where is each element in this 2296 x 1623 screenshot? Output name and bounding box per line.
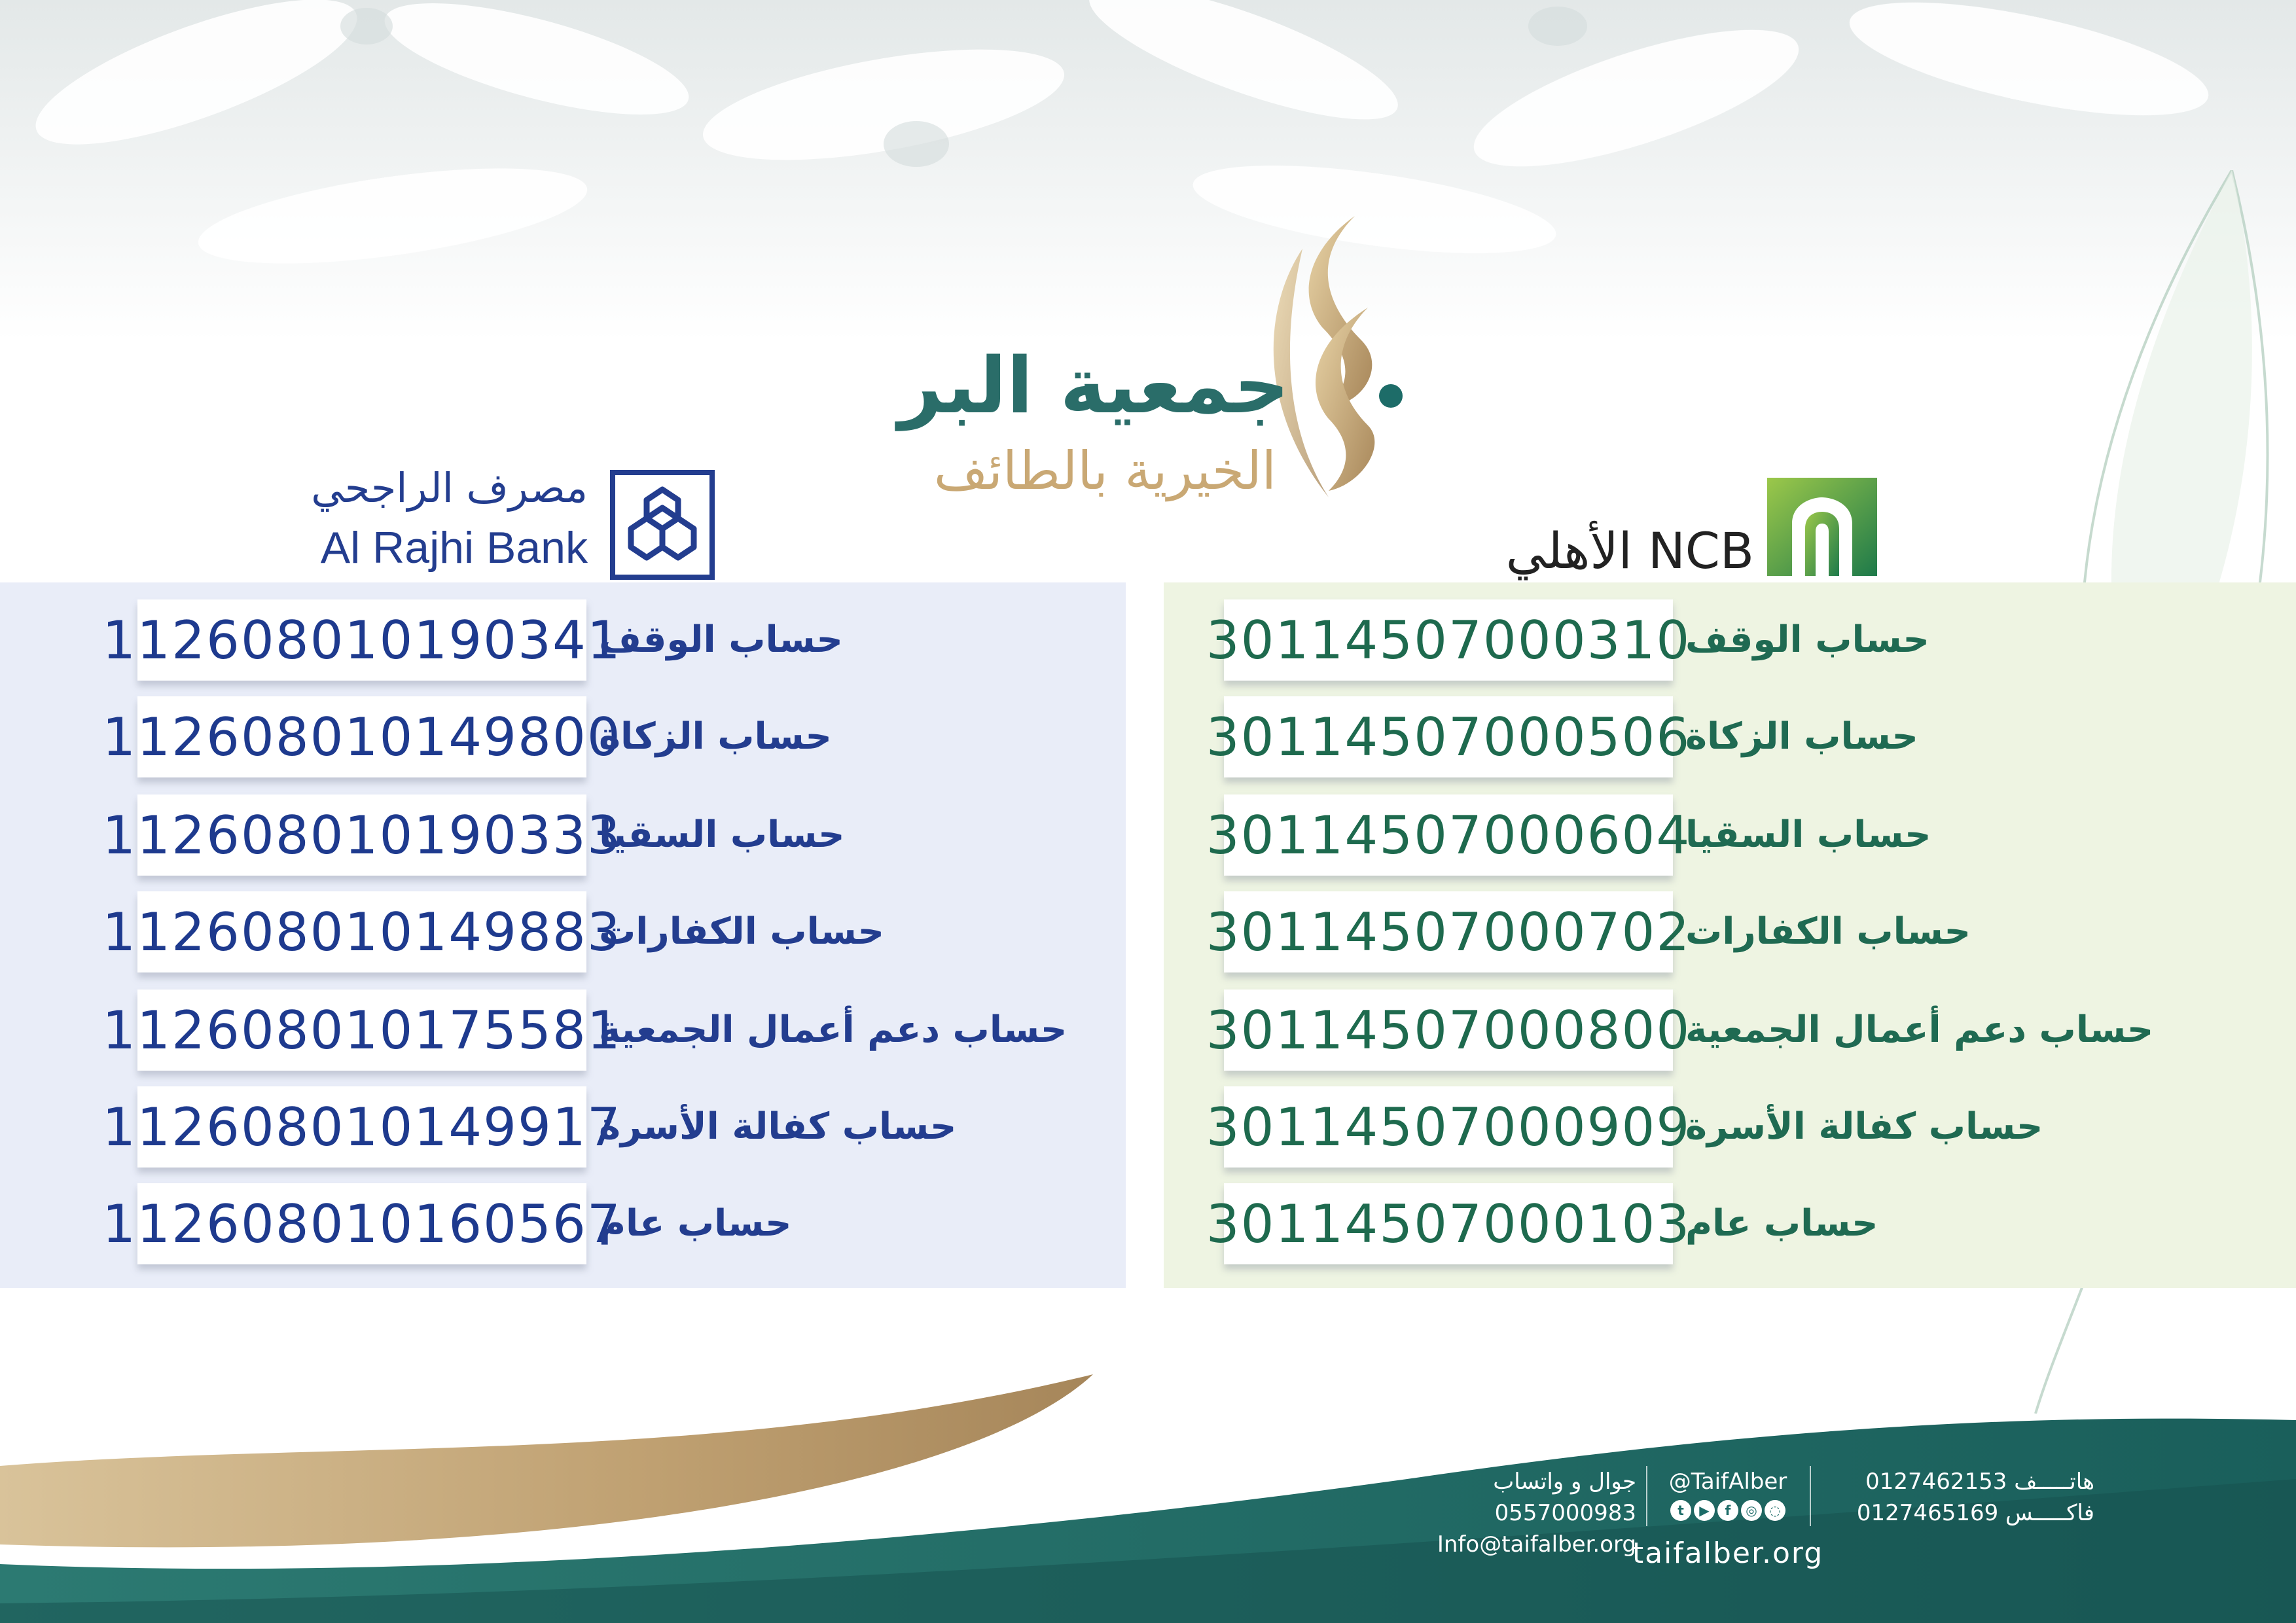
ncb-account-label: حساب الكفارات bbox=[1685, 910, 1971, 953]
ncb-account-label: حساب السقيا bbox=[1685, 813, 1931, 856]
rajhi-account-label: حساب السقيا bbox=[599, 813, 845, 856]
ncb-account-number: 30114507000310 bbox=[1224, 599, 1673, 681]
footer-divider bbox=[1810, 1466, 1811, 1526]
footer-website[interactable]: taifalber.org bbox=[1632, 1537, 1824, 1570]
rajhi-account-label: حساب عام bbox=[599, 1202, 792, 1245]
rajhi-account-number: 112608010149800 bbox=[137, 696, 586, 777]
ncb-bank-logo-icon bbox=[1767, 478, 1877, 576]
footer-phone: هاتـــــف 0127462153 bbox=[1865, 1469, 2094, 1495]
ncb-account-number: 30114507000909 bbox=[1224, 1086, 1673, 1168]
footer-social-handle[interactable]: @TaifAlber bbox=[1668, 1469, 1787, 1495]
snapchat-icon[interactable]: ◌ bbox=[1765, 1500, 1785, 1521]
rajhi-account-number: 112608010160567 bbox=[137, 1183, 586, 1264]
decorative-leaf-pattern bbox=[0, 0, 2296, 340]
ncb-account-number: 30114507000604 bbox=[1224, 794, 1673, 876]
organization-name: جمعية البر bbox=[898, 340, 1289, 431]
ncb-bank-name: الأهلي NCB bbox=[1505, 522, 1754, 580]
rajhi-account-label: حساب الوقف bbox=[599, 618, 843, 661]
footer-email[interactable]: Info@taifalber.org bbox=[1437, 1531, 1636, 1558]
footer-social bbox=[1656, 1466, 1800, 1521]
ncb-account-number: 30114507000800 bbox=[1224, 990, 1673, 1071]
social-icons bbox=[1656, 1500, 1800, 1521]
footer-mobile: جوال و واتساب 0557000983 bbox=[1493, 1469, 1636, 1526]
footer-divider bbox=[1646, 1466, 1647, 1526]
ncb-account-number: 30114507000506 bbox=[1224, 696, 1673, 777]
facebook-icon[interactable]: f bbox=[1717, 1500, 1738, 1521]
rajhi-account-number: 112608010190333 bbox=[137, 794, 586, 876]
rajhi-account-number: 112608010190341 bbox=[137, 599, 586, 681]
rajhi-account-label: حساب كفالة الأسرة bbox=[599, 1105, 957, 1148]
ncb-account-number: 30114507000702 bbox=[1224, 891, 1673, 972]
rajhi-bank-logo-icon bbox=[610, 470, 715, 580]
twitter-icon[interactable]: t bbox=[1670, 1500, 1691, 1521]
rajhi-account-label: حساب الزكاة bbox=[599, 715, 832, 758]
rajhi-account-label: حساب الكفارات bbox=[599, 910, 884, 953]
ncb-account-label: حساب كفالة الأسرة bbox=[1685, 1105, 2043, 1148]
rajhi-account-label: حساب دعم أعمال الجمعية bbox=[599, 1008, 1067, 1051]
ncb-account-label: حساب الزكاة bbox=[1685, 715, 1918, 758]
footer-phone-fax bbox=[1820, 1466, 2094, 1529]
ncb-account-label: حساب الوقف bbox=[1685, 618, 1929, 661]
rajhi-account-number: 112608010149883 bbox=[137, 891, 586, 972]
rajhi-account-number: 112608010175581 bbox=[137, 990, 586, 1071]
ncb-account-label: حساب عام bbox=[1685, 1202, 1878, 1245]
rajhi-bank-name-ar: مصرف الراجحي bbox=[311, 464, 588, 512]
ncb-account-number: 30114507000103 bbox=[1224, 1183, 1673, 1264]
footer-fax: فاكـــــس 0127465169 bbox=[1856, 1500, 2094, 1526]
rajhi-account-number: 112608010149917 bbox=[137, 1086, 586, 1168]
ncb-account-label: حساب دعم أعمال الجمعية bbox=[1685, 1008, 2154, 1051]
organization-subtitle: الخيرية بالطائف bbox=[933, 440, 1276, 501]
rajhi-bank-name-en: Al Rajhi Bank bbox=[320, 523, 588, 573]
youtube-icon[interactable]: ▶ bbox=[1694, 1500, 1715, 1521]
instagram-icon[interactable]: ◎ bbox=[1741, 1500, 1762, 1521]
